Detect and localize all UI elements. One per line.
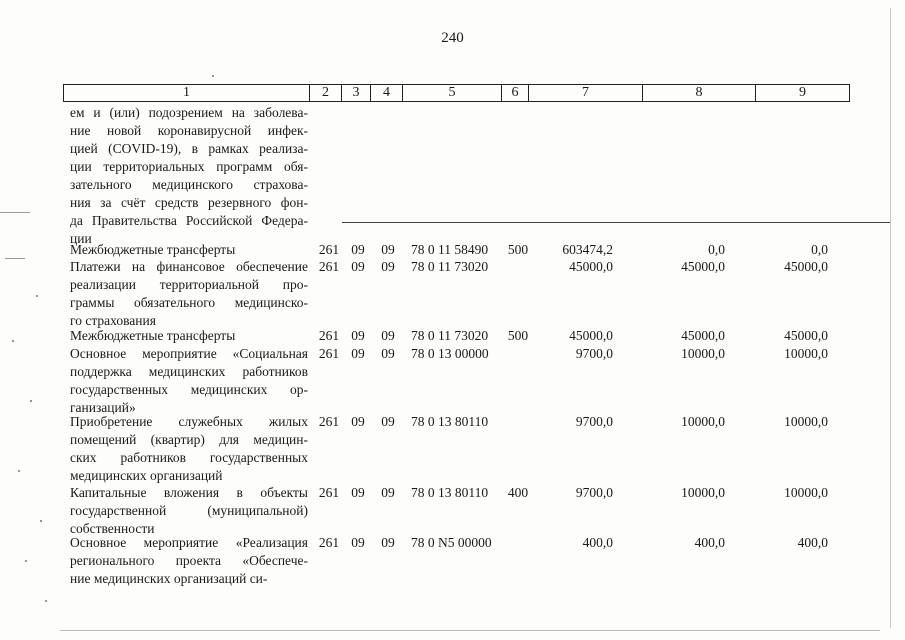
row-description-line: Межбюджетные трансферты [70, 328, 236, 343]
cell-col-5: 78 0 11 73020 [411, 328, 489, 343]
cell-col-3: 09 [351, 346, 365, 361]
cell-col-2: 261 [318, 328, 340, 343]
cell-col-3: 09 [351, 259, 365, 274]
row-description-line: государственных медицинских ор- [70, 382, 308, 397]
cell-col-9: 10000,0 [784, 414, 828, 429]
row-description-line: да Правительства Российской Федера- [70, 213, 308, 228]
cell-col-4: 09 [381, 242, 395, 257]
row-description-line: Платежи на финансовое обеспечение [70, 259, 308, 274]
cell-col-9: 45000,0 [784, 259, 828, 274]
cell-col-4: 09 [381, 346, 395, 361]
cell-col-7: 603474,2 [562, 242, 613, 257]
cell-col-4: 09 [381, 414, 395, 429]
cell-col-3: 09 [351, 242, 365, 257]
row-description-line: медицинских организаций [70, 468, 223, 483]
row-description-line: Капитальные вложения в объекты [70, 485, 308, 500]
row-description-line: помещений (квартир) для медицин- [70, 432, 308, 447]
row-description-line: Приобретение служебных жилых [70, 414, 308, 429]
row-description-line: ния за счёт средств резервного фон- [70, 195, 308, 210]
cell-col-7: 9700,0 [575, 485, 613, 500]
cell-col-5: 78 0 13 80110 [411, 485, 489, 500]
cell-col-6: 400 [507, 485, 529, 500]
cell-col-5: 78 0 13 00000 [411, 346, 489, 361]
page-number: 240 [441, 30, 464, 46]
cell-col-4: 09 [381, 328, 395, 343]
cell-col-2: 261 [318, 346, 340, 361]
row-description-line: ем и (или) подозрением на заболева- [70, 105, 308, 120]
row-description-line: Межбюджетные трансферты [70, 242, 236, 257]
cell-col-3: 09 [351, 535, 365, 550]
cell-col-9: 10000,0 [784, 346, 828, 361]
cell-col-8: 10000,0 [681, 485, 725, 500]
cell-col-7: 400,0 [582, 535, 613, 550]
cell-col-8: 0,0 [708, 242, 725, 257]
column-header-5: 5 [402, 85, 501, 101]
row-description-line: цией (COVID-19), в рамках реализа- [70, 141, 308, 156]
cell-col-7: 9700,0 [575, 346, 613, 361]
table-separator-line [342, 222, 890, 223]
column-header-row [63, 84, 850, 102]
cell-col-7: 45000,0 [569, 328, 613, 343]
column-header-6: 6 [501, 85, 528, 101]
cell-col-6: 500 [507, 328, 529, 343]
cell-col-8: 10000,0 [681, 346, 725, 361]
column-header-9: 9 [755, 85, 849, 101]
row-description-line: поддержка медицинских работников [70, 364, 308, 379]
row-description-line: ние новой коронавирусной инфек- [70, 123, 308, 138]
cell-col-8: 10000,0 [681, 414, 725, 429]
row-description-line: граммы обязательного медицинско- [70, 295, 308, 310]
cell-col-8: 45000,0 [681, 259, 725, 274]
column-header-8: 8 [642, 85, 755, 101]
row-description-line: государственной (муниципальной) [70, 503, 308, 518]
row-description-line: реализации территориальной про- [70, 277, 308, 292]
cell-col-2: 261 [318, 485, 340, 500]
cell-col-5: 78 0 N5 00000 [411, 535, 492, 550]
cell-col-9: 45000,0 [784, 328, 828, 343]
row-description-line: ции территориальных программ обя- [70, 159, 308, 174]
column-header-2: 2 [309, 85, 341, 101]
cell-col-9: 400,0 [797, 535, 828, 550]
cell-col-7: 9700,0 [575, 414, 613, 429]
row-description-line: ние медицинских организаций си- [70, 571, 268, 586]
cell-col-2: 261 [318, 535, 340, 550]
row-description-line: Основное мероприятие «Социальная [70, 346, 308, 361]
cell-col-3: 09 [351, 328, 365, 343]
column-header-7: 7 [528, 85, 642, 101]
cell-col-3: 09 [351, 414, 365, 429]
cell-col-4: 09 [381, 485, 395, 500]
cell-col-8: 400,0 [694, 535, 725, 550]
cell-col-5: 78 0 11 58490 [411, 242, 489, 257]
cell-col-9: 0,0 [811, 242, 828, 257]
row-description-line: го страхования [70, 313, 156, 328]
row-description-line: регионального проекта «Обеспече- [70, 553, 308, 568]
column-header-3: 3 [341, 85, 370, 101]
cell-col-7: 45000,0 [569, 259, 613, 274]
row-description-line: Основное мероприятие «Реализация [70, 535, 308, 550]
cell-col-9: 10000,0 [784, 485, 828, 500]
cell-col-4: 09 [381, 259, 395, 274]
row-description-line: собственности [70, 521, 155, 536]
cell-col-2: 261 [318, 259, 340, 274]
row-description-line: ганизаций» [70, 400, 136, 415]
cell-col-3: 09 [351, 485, 365, 500]
row-description-line: зательного медицинского страхова- [70, 177, 308, 192]
cell-col-2: 261 [318, 242, 340, 257]
cell-col-4: 09 [381, 535, 395, 550]
row-description-line: ских работников государственных [70, 450, 308, 465]
row-description-line: ции [70, 231, 92, 246]
cell-col-8: 45000,0 [681, 328, 725, 343]
cell-col-5: 78 0 13 80110 [411, 414, 489, 429]
column-header-1: 1 [183, 85, 190, 100]
cell-col-6: 500 [507, 242, 529, 257]
cell-col-2: 261 [318, 414, 340, 429]
column-header-4: 4 [370, 85, 402, 101]
cell-col-5: 78 0 11 73020 [411, 259, 489, 274]
